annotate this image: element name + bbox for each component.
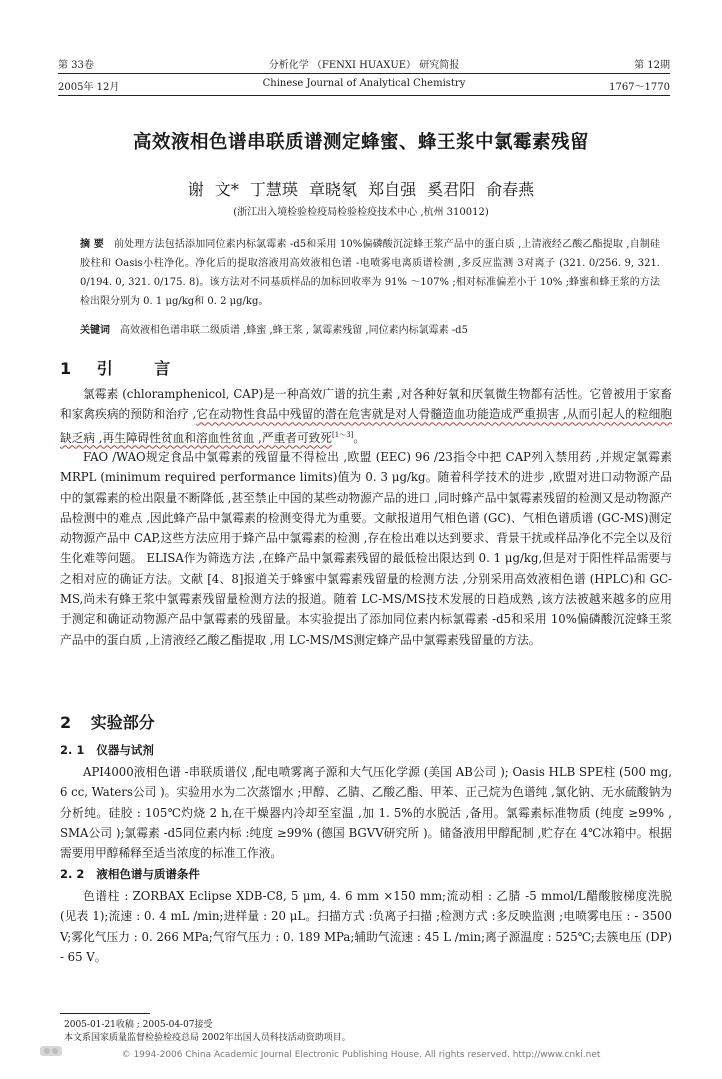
- page-range: 1767～1770: [609, 82, 670, 93]
- subsection-2-1-number: 2. 1: [60, 743, 85, 757]
- keywords: [80, 321, 670, 336]
- intro-p1-text-c: 。: [353, 430, 366, 445]
- lc-ms-conditions-paragraph: 色谱柱 : ZORBAX Eclipse XDB-C8, 5 μm, 4. 6 mm ×150 mm;流动相 : 乙腈 -5 mmol/L醋酸胺梯度洗脱 (见表 1);流速 : 0. 4 mL /min;进样量 : 20 μL。扫描方式 :负离子扫描 ;检测方式 :多反映监测 ;电喷雾电压 : - 3500 V;雾化气压力 : 0. 266 MPa;气帘气压力 : 0. 189 MPa;辅助气流速 : 45 L /min;离子源温度 : 525℃;去簇电压 (DP) - 65 V。: [60, 889, 672, 964]
- intro-p1-text-a: 氯霉素 (chloramphenicol, CAP)是一种高效广谱的抗生素 ,对各种好氧和厌氧微生物都有活性。它曾被用于家畜和家禽疾病的预防和治疗 ,: [60, 387, 672, 422]
- abstract: [80, 235, 660, 311]
- footnote-received: 2005-01-21收稿 ; 2005-04-07接受: [64, 1020, 213, 1030]
- journal-name-en: Chinese Journal of Analytical Chemistry: [262, 78, 466, 89]
- intro-p1-underlined: 它在动物性食品中残留的潜在危害就是对人骨髓造血功能造成严重损害 ,从而引起人的粒细胞缺乏病 ,再生障碍性贫血和溶血性贫血 ,严重者可致死: [60, 407, 672, 445]
- journal-name-cn: 分析化学 （FENXI HUAXUE） 研究简报: [268, 60, 460, 71]
- running-header-bottom: [58, 78, 670, 92]
- reference-citation: [1～3]: [332, 430, 354, 439]
- subsection-2-2-heading: [60, 866, 200, 882]
- footnote-funding: 本文系国家质量监督检验检疫总局 2002年出国人员科技活动资助项目。: [64, 1033, 351, 1043]
- abstract-text: 前处理方法包括添加同位素内标氯霉素 -d5和采用 10%偏磷酸沉淀蜂王浆产品中的蛋白质 ,上清液经乙酸乙酯提取 ,自制硅胶柱和 Oasis小柱净化。净化后的提取溶液用高效液相色谱 -电喷雾电离质谱检测 ,多反应监测 3对离子 (321. 0/256. 9, 321. 0/194. 0, 321. 0/175. 8)。该方法对不同基质样品的加标回收率为 91% ～107% ;相对标准偏差小于 10% ;蜂蜜和蜂王浆的方法检出限分别为 0. 1 μg/kg和 0. 2 μg/kg。: [80, 239, 660, 307]
- intro-paragraph-1: [60, 384, 672, 448]
- section-1-heading: [60, 356, 188, 379]
- affiliation: (浙江出入境检验检疫局检验检疫技术中心 ,杭州 310012): [233, 207, 489, 218]
- author-list: 谢 文* 丁慧瑛 章晓氡 郑自强 奚君阳 俞春燕: [187, 180, 535, 199]
- footnote-rule: [60, 1013, 150, 1014]
- intro-paragraph-2: FAO /WAO规定食品中氯霉素的残留量不得检出 ,欧盟 (EEC) 96 /23指令中把 CAP列入禁用药 ,并规定氯霉素 MRPL (minimum required performance limits)值为 0. 3 μg/kg。随着科学技术的进步 ,欧盟对进口动物源产品中的氯霉素的检出限量不断降低 ,甚至禁止中国的某些动物源产品的进口 ,同时蜂产品中氯霉素残留的检测又是动物源产品检测中的难点 ,因此蜂产品中氯霉素的检测变得尤为重要。文献报道用气相色谱 (GC)、气相色谱质谱 (GC-MS)测定动物源产品中 CAP,这些方法应用于蜂产品中氯霉素的检测 ,存在检出难以达到要求、背景干扰或样品净化不完全以及衍生化难等问题。 ELISA作为筛选方法 ,在蜂产品中氯霉素残留的最低检出限达到 0. 1 μg/kg,但是对于阳性样品需要与之相对应的确证方法。文献 [4、8]报道关于蜂蜜中氯霉素残留量的检测方法 ,分别采用高效液相色谱 (HPLC)和 GC-MS,尚未有蜂王浆中氯霉素残留量检测方法的报道。随着 LC-MS/MS技术发展的日趋成熟 ,该方法被越来越多的应用于测定和确证动物源产品中氯霉素的残留量。本实验提出了添加同位素内标氯霉素 -d5和采用 10%偏磷酸沉淀蜂王浆产品中的蛋白质 ,上清液经乙酸乙酯提取 ,用 LC-MS/MS测定蜂产品中氯霉素残留量的方法。: [60, 450, 672, 647]
- volume-label: 第 33卷: [58, 60, 94, 71]
- subsection-2-2-title: 液相色谱与质谱条件: [96, 867, 200, 881]
- instruments-paragraph: API4000液相色谱 -串联质谱仪 ,配电喷雾离子源和大气压化学源 (美国 AB公司 ); Oasis HLB SPE柱 (500 mg, 6 cc, Waters公司 )。实验用水为二次蒸馏水 ;甲醇、乙腈、乙酸乙酯、甲苯、正己烷为色谱纯 ,氯化钠、无水硫酸钠为分析纯。硅胶 : 105℃灼烧 2 h,在干燥器内冷却至室温 ,加 1. 5%的水脱活 ,备用。氯霉素标准物质 (纯度 ≥99% , SMA公司 );氯霉素 -d5同位素内标 :纯度 ≥99% (德国 BGVV研究所 )。储备液用甲醇配制 ,贮存在 4℃冰箱中。根据需要用甲醇稀释至适当浓度的标准工作液。: [60, 765, 672, 861]
- header-rule-2: [58, 95, 670, 96]
- abstract-label: 摘 要: [80, 239, 104, 250]
- section-2-title: 实验部分: [90, 713, 155, 732]
- section-1-number: 1: [60, 359, 72, 378]
- section-2-number: 2: [60, 713, 72, 732]
- subsection-2-2-number: 2. 2: [60, 867, 85, 881]
- subsection-2-1-title: 仪器与试剂: [96, 743, 154, 757]
- section-2-heading: [60, 710, 155, 733]
- copyright-line: © 1994-2006 China Academic Journal Electronic Publishing House. All rights reserved. http://www.cnki.net: [121, 1050, 601, 1060]
- header-rule-1: [58, 73, 670, 74]
- keywords-label: 关键词: [80, 325, 110, 336]
- paper-title: 高效液相色谱串联质谱测定蜂蜜、蜂王浆中氯霉素残留: [132, 132, 589, 153]
- keywords-text: 高效液相色谱串联二级质谱 ,蜂蜜 ,蜂王浆 , 氯霉素残留 ,同位素内标氯霉素 -d5: [120, 325, 468, 336]
- issue-date: 2005年 12月: [58, 82, 120, 93]
- running-header-top: [58, 56, 670, 70]
- section-1-title: 引 言: [96, 359, 189, 378]
- issue-label: 第 12期: [634, 60, 670, 71]
- subsection-2-1-heading: [60, 742, 154, 758]
